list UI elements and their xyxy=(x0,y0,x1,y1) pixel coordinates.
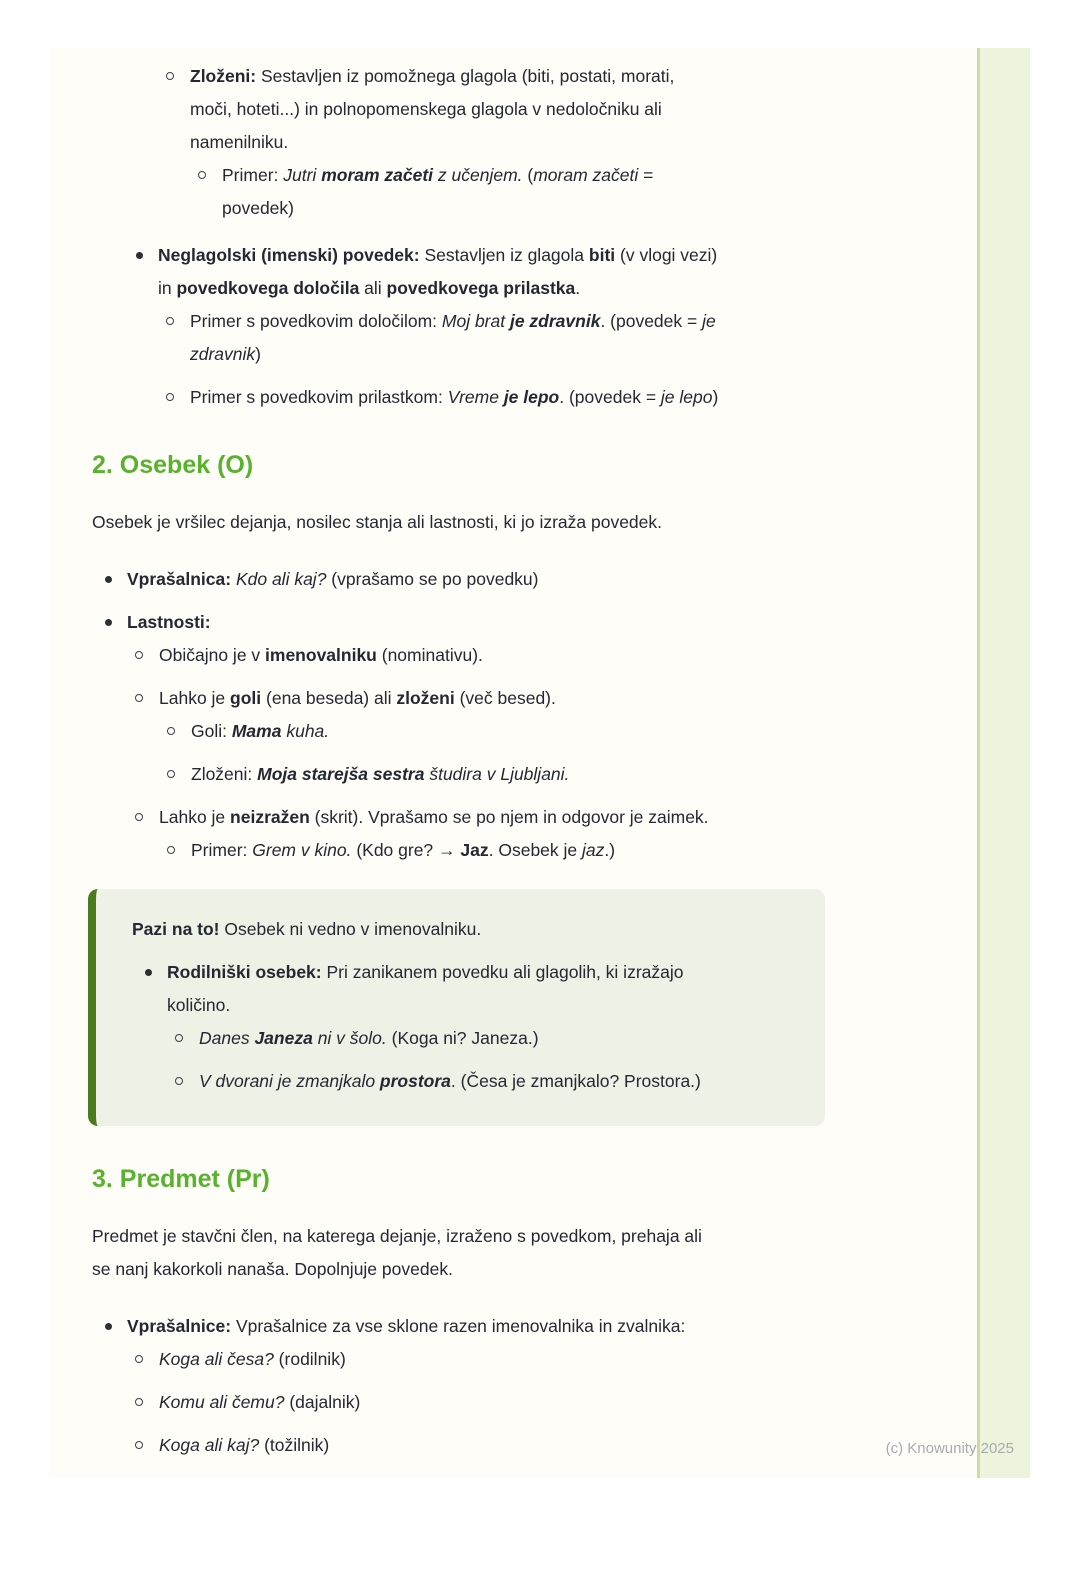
callout-box xyxy=(88,889,825,1126)
list-item-text: Primer s povedkovim določilom: Moj brat je zdravnik. (povedek = je zdravnik) xyxy=(190,311,716,364)
list-item-text: Primer: Grem v kino. (Kdo gre? → Jaz. Osebek je jaz.) xyxy=(191,840,616,860)
list-item-text: Komu ali čemu? (dajalnik) xyxy=(159,1392,361,1412)
list-item-text: Rodilniški osebek: Pri zanikanem povedku ali glagolih, ki izražajo količino. xyxy=(167,962,684,1015)
list-item-text: Goli: Mama kuha. xyxy=(191,721,330,741)
povedek-list xyxy=(158,239,890,414)
list-item-text: Lahko je goli (ena beseda) ali zloženi (več besed). xyxy=(159,688,556,708)
list-item-text: Zloženi: Sestavljen iz pomožnega glagola (biti, postati, morati, moči, hoteti...) in polnopomenskega glagola v nedoločniku ali namenilniku. xyxy=(190,66,675,152)
list-item-primer-prilastek xyxy=(190,381,890,414)
list-item-zlozeni-osebek xyxy=(191,758,890,791)
list-item-text: Vprašalnica: Kdo ali kaj? (vprašamo se po povedku) xyxy=(127,569,539,589)
list-item-text: Vprašalnice: Vprašalnice za vse sklone razen imenovalnika in zvalnika: xyxy=(127,1316,686,1336)
list-item-obicajno xyxy=(159,639,890,672)
vprasalnice-list xyxy=(159,1343,890,1462)
rodilniski-primeri-list xyxy=(199,1022,795,1098)
callout-list xyxy=(167,956,795,1098)
list-item-dajalnik xyxy=(159,1386,890,1419)
list-item-lastnosti xyxy=(127,606,890,867)
povedek-sublist xyxy=(190,60,890,225)
list-item-vprasalnica xyxy=(127,563,890,596)
list-item-tozilnik xyxy=(159,1429,890,1462)
watermark: (c) Knowunity 2025 xyxy=(885,1440,1014,1457)
list-item-text: V dvorani je zmanjkalo prostora. (Česa je zmanjkalo? Prostora.) xyxy=(199,1071,701,1091)
list-item-zlozeni-povedek xyxy=(190,60,890,225)
neizrazen-primer-list xyxy=(191,834,890,867)
callout-title: Pazi na to! Osebek ni vedno v imenovalniku. xyxy=(132,919,482,939)
list-item-text: Primer: Jutri moram začeti z učenjem. (moram začeti = povedek) xyxy=(222,165,654,218)
goli-zlozeni-list xyxy=(191,715,890,791)
list-item-text: Običajno je v imenovalniku (nominativu). xyxy=(159,645,483,665)
list-item-callout-primer-2 xyxy=(199,1065,795,1098)
predmet-list xyxy=(127,1310,890,1462)
list-item-neglagolski-povedek xyxy=(158,239,890,414)
page-content xyxy=(50,48,1030,1478)
list-item-rodilniski-osebek xyxy=(167,956,795,1098)
intro-predmet: Predmet je stavčni člen, na katerega dejanje, izraženo s povedkom, prehaja ali se nanj kakorkoli nanaša. Dopolnjuje povedek. xyxy=(92,1226,702,1279)
list-item-neizrazen-primer xyxy=(191,834,890,867)
list-item-text: Neglagolski (imenski) povedek: Sestavljen iz glagola biti (v vlogi vezi) in povedkovega določila ali povedkovega prilastka. xyxy=(158,245,718,298)
osebek-list xyxy=(127,563,890,867)
list-item-text: Lahko je neizražen (skrit). Vprašamo se po njem in odgovor je zaimek. xyxy=(159,807,709,827)
list-item-neizrazen xyxy=(159,801,890,867)
list-item-vprasalnice xyxy=(127,1310,890,1462)
list-item-zlozeni-primer xyxy=(222,159,890,225)
neglagolski-primeri-list xyxy=(190,305,890,414)
heading-predmet: 3. Predmet (Pr) xyxy=(92,1165,270,1193)
list-item-primer-dolocilo xyxy=(190,305,890,371)
zlozeni-primer-list xyxy=(222,159,890,225)
list-item-text: Danes Janeza ni v šolo. (Koga ni? Janeza.) xyxy=(199,1028,539,1048)
list-item-text: Zloženi: Moja starejša sestra študira v Ljubljani. xyxy=(191,764,570,784)
list-item-rodilnik xyxy=(159,1343,890,1376)
list-item-text: Koga ali česa? (rodilnik) xyxy=(159,1349,346,1369)
document-page xyxy=(50,48,1030,1478)
list-item-goli xyxy=(191,715,890,748)
list-item-text: Primer s povedkovim prilastkom: Vreme je lepo. (povedek = je lepo) xyxy=(190,387,719,407)
list-item-text: Koga ali kaj? (tožilnik) xyxy=(159,1435,330,1455)
list-item-goli-zlozeni xyxy=(159,682,890,791)
lastnosti-list xyxy=(159,639,890,867)
list-item-callout-primer-1 xyxy=(199,1022,795,1055)
heading-osebek: 2. Osebek (O) xyxy=(92,451,254,479)
intro-osebek: Osebek je vršilec dejanja, nosilec stanja ali lastnosti, ki jo izraža povedek. xyxy=(92,512,663,532)
list-item-text: Lastnosti: xyxy=(127,612,211,632)
